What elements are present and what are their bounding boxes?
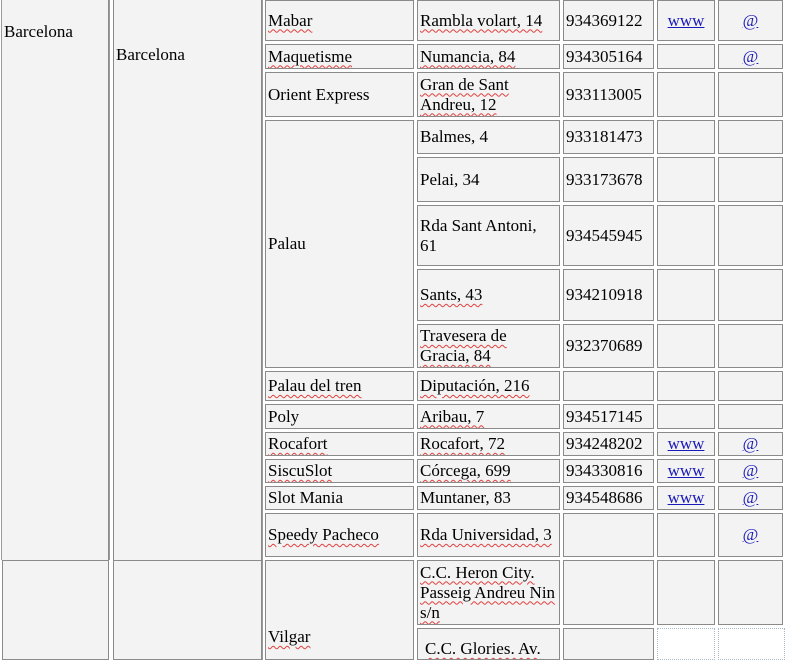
- phone-cell: [563, 404, 654, 429]
- store-address: Balmes, 4: [420, 127, 488, 146]
- web-link-text[interactable]: www: [667, 10, 705, 30]
- address-cell: [417, 432, 560, 456]
- store-address: Gran de Sant Andreu, 12: [420, 74, 509, 114]
- store-address: C.C. Glories. Av.: [425, 639, 541, 658]
- web-cell-empty: [657, 157, 715, 202]
- store-name: Vilgar: [268, 627, 311, 646]
- email-link[interactable]: [718, 0, 783, 41]
- web-link[interactable]: [657, 459, 715, 483]
- subregion-city-label: Barcelona: [116, 45, 185, 64]
- store-phone: 934248202: [566, 434, 643, 453]
- email-link-text[interactable]: @: [742, 10, 759, 30]
- store-phone: 934305164: [566, 46, 643, 66]
- email-link-text[interactable]: @: [742, 525, 759, 544]
- table-row: [265, 486, 414, 510]
- store-address: Numancia, 84: [420, 46, 516, 66]
- address-cell: [417, 120, 560, 154]
- store-name: Speedy Pacheco: [268, 525, 379, 544]
- email-link[interactable]: [718, 459, 783, 483]
- email-cell-empty: [718, 628, 785, 660]
- table-row: [265, 432, 414, 456]
- table-border: [262, 0, 263, 660]
- email-link[interactable]: [718, 486, 783, 510]
- phone-cell: [563, 486, 654, 510]
- web-cell-empty: [657, 513, 715, 557]
- region-cell: [2, 0, 109, 560]
- address-cell: [417, 72, 560, 117]
- store-name: Mabar: [268, 10, 313, 30]
- store-address: Muntaner, 83: [420, 488, 511, 507]
- table-row: [265, 404, 414, 429]
- phone-cell: [563, 72, 654, 117]
- phone-cell: [563, 0, 654, 41]
- phone-cell: [563, 157, 654, 202]
- table-row: [265, 371, 414, 401]
- store-name: Palau del tren: [268, 376, 362, 395]
- address-cell: [417, 157, 560, 202]
- store-phone: 934330816: [566, 461, 643, 480]
- store-address: Rda Universidad, 3: [420, 525, 552, 544]
- table-row: [265, 72, 414, 117]
- web-cell-empty: [657, 205, 715, 266]
- web-cell-empty: [657, 371, 715, 401]
- store-address: Rambla volart, 14: [420, 10, 543, 30]
- table-row: [265, 0, 414, 41]
- phone-cell: [563, 205, 654, 266]
- email-link-text[interactable]: @: [742, 461, 759, 480]
- store-phone: 933113005: [566, 84, 642, 104]
- region-cell: [113, 0, 262, 560]
- address-cell: [417, 269, 560, 321]
- email-cell-empty: [718, 269, 783, 321]
- phone-cell: [563, 513, 654, 557]
- region-cell-empty: [2, 560, 109, 660]
- store-phone: 934210918: [566, 285, 643, 304]
- store-name: SiscuSlot: [268, 461, 333, 480]
- email-cell-empty: [718, 560, 783, 625]
- address-cell: [417, 486, 560, 510]
- web-cell-empty: [657, 120, 715, 154]
- phone-cell: [563, 628, 654, 660]
- email-cell-empty: [718, 157, 783, 202]
- store-address: Pelai, 34: [420, 169, 480, 189]
- table-row: [265, 44, 414, 69]
- address-cell: [417, 324, 560, 368]
- table-row: [265, 513, 414, 557]
- email-cell-empty: [718, 404, 783, 429]
- store-address: Rda Sant Antoni, 61: [420, 215, 537, 255]
- phone-cell: [563, 459, 654, 483]
- phone-cell: [563, 269, 654, 321]
- table-row: [265, 560, 414, 660]
- region-city-label: Barcelona: [4, 22, 73, 41]
- web-cell-empty: [657, 269, 715, 321]
- phone-cell: [563, 324, 654, 368]
- store-address: Travesera de Gracia, 84: [420, 326, 507, 365]
- email-link[interactable]: [718, 44, 783, 69]
- phone-cell: [563, 371, 654, 401]
- address-cell: [417, 205, 560, 266]
- phone-cell: [563, 44, 654, 69]
- store-phone: 932370689: [566, 336, 643, 355]
- store-address: Diputación, 216: [420, 376, 530, 395]
- web-cell-empty: [657, 560, 715, 625]
- store-name: Palau: [268, 234, 306, 253]
- store-phone: 934548686: [566, 488, 643, 507]
- web-link[interactable]: [657, 486, 715, 510]
- web-cell-empty: [657, 44, 715, 69]
- store-phone: 933173678: [566, 169, 643, 189]
- email-cell-empty: [718, 324, 783, 368]
- web-cell-empty: [657, 324, 715, 368]
- web-cell-empty: [657, 628, 715, 660]
- store-phone: 934545945: [566, 225, 643, 245]
- address-cell: [417, 459, 560, 483]
- store-name: Rocafort: [268, 434, 328, 453]
- email-link[interactable]: [718, 432, 783, 456]
- address-cell: [417, 371, 560, 401]
- store-address: Aribau, 7: [420, 406, 485, 426]
- email-link-text[interactable]: @: [742, 434, 759, 453]
- store-name: Poly: [268, 406, 300, 426]
- store-phone: 934369122: [566, 10, 643, 30]
- email-link-text[interactable]: @: [742, 46, 759, 66]
- address-cell: [417, 560, 560, 625]
- phone-cell: [563, 432, 654, 456]
- store-name: Orient Express: [268, 84, 370, 104]
- web-cell-empty: [657, 404, 715, 429]
- web-link-text[interactable]: www: [667, 488, 705, 507]
- address-cell: [417, 404, 560, 429]
- email-cell-empty: [718, 120, 783, 154]
- store-phone: 934517145: [566, 406, 643, 426]
- table-border: [109, 0, 110, 560]
- store-name: Slot Mania: [268, 488, 344, 507]
- web-link[interactable]: [657, 432, 715, 456]
- address-cell: [417, 628, 560, 660]
- phone-cell: [563, 560, 654, 625]
- web-link-text[interactable]: www: [667, 461, 705, 480]
- store-name: Maquetisme: [268, 46, 353, 66]
- store-phone: 933181473: [566, 127, 643, 146]
- address-cell: [417, 513, 560, 557]
- address-cell: [417, 44, 560, 69]
- store-address: Rocafort, 72: [420, 434, 505, 453]
- email-link[interactable]: [718, 513, 783, 557]
- phone-cell: [563, 120, 654, 154]
- table-row: [265, 459, 414, 483]
- email-cell-empty: [718, 72, 783, 117]
- email-cell-empty: [718, 205, 783, 266]
- store-address: Sants, 43: [420, 285, 483, 304]
- email-cell-empty: [718, 371, 783, 401]
- table-row: [265, 120, 414, 368]
- region-cell-empty: [113, 560, 262, 660]
- web-cell-empty: [657, 72, 715, 117]
- address-cell: [417, 0, 560, 41]
- email-link-text[interactable]: @: [742, 488, 759, 507]
- store-address: Córcega, 699: [420, 461, 511, 480]
- store-address: C.C. Heron City. Passeig Andreu Nin s/n: [420, 562, 556, 622]
- web-link-text[interactable]: www: [667, 434, 705, 453]
- web-link[interactable]: [657, 0, 715, 41]
